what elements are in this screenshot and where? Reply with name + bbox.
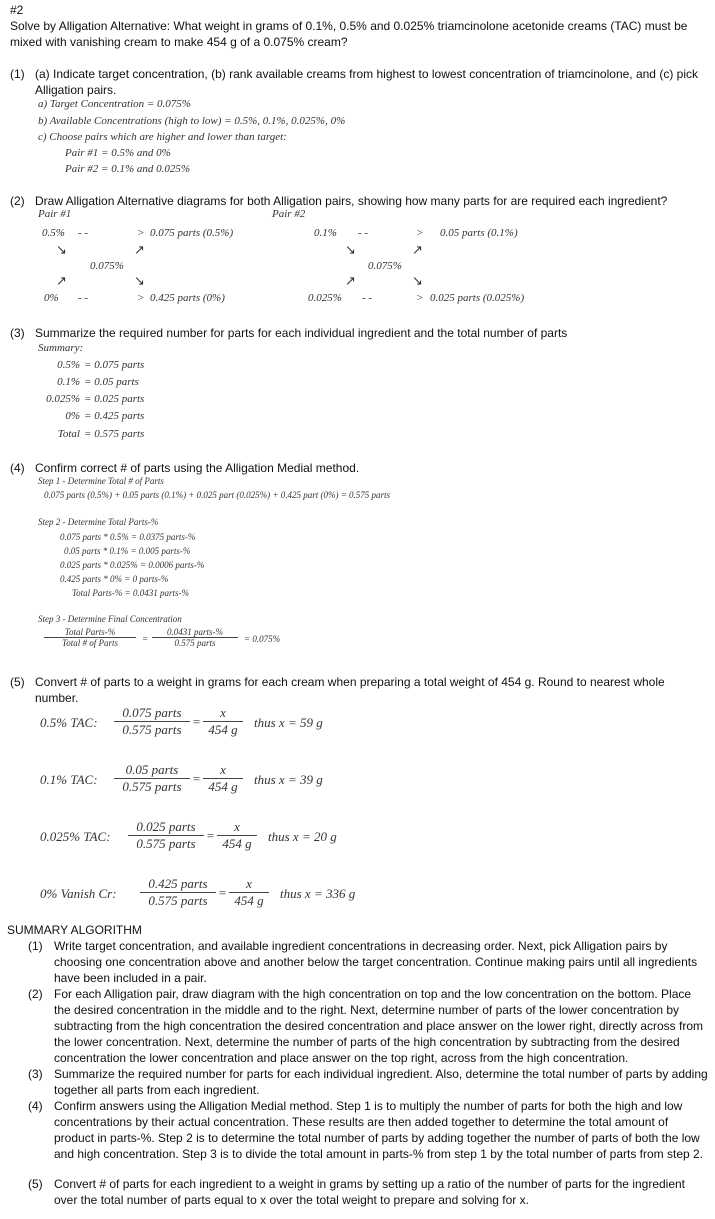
step2-heading: Draw Alligation Alternative diagrams for both Alligation pairs, showing how many parts for are required each ingredient? bbox=[35, 194, 668, 208]
denominator: 454 g bbox=[208, 779, 238, 794]
arrow-down-right-icon: ↘ bbox=[134, 274, 145, 289]
pair1-target: 0.075% bbox=[90, 260, 124, 272]
step4-heading: Confirm correct # of parts using the Alligation Medial method. bbox=[35, 461, 360, 475]
step1-heading: (a) Indicate target concentration, (b) rank available creams from highest to lowest concentration of triamcinolone, and (c) pick Alligation pairs. bbox=[35, 67, 698, 97]
pair1-top-dashes: - - bbox=[78, 227, 89, 239]
pair2-low-conc: 0.025% bbox=[308, 292, 342, 304]
algorithm-step-number: (5) bbox=[28, 1177, 43, 1191]
denominator: 454 g bbox=[234, 893, 264, 908]
algorithm-step-number: (3) bbox=[28, 1067, 43, 1081]
algorithm-step-number: (1) bbox=[28, 939, 43, 953]
pair1-low-conc: 0% bbox=[44, 292, 59, 304]
ratio-result: thus x = 20 g bbox=[268, 829, 337, 844]
pair2-bottom-arrow: > bbox=[416, 292, 424, 304]
step5-number: (5) bbox=[10, 675, 25, 689]
summary-algorithm-title: SUMMARY ALGORITHM bbox=[7, 923, 142, 937]
ratio-result: thus x = 59 g bbox=[254, 715, 323, 730]
denominator: 454 g bbox=[222, 836, 252, 851]
summary-parts: = 0.025 parts bbox=[84, 393, 145, 405]
parts-fraction bbox=[114, 705, 190, 738]
algorithm-step-text: Summarize the required number for parts for each individual ingredient. Also, determine the total number of parts by adding together all parts from each ingredient. bbox=[54, 1067, 708, 1097]
parts-pct-row: 0.075 parts * 0.5% = 0.0375 parts-% bbox=[60, 532, 196, 542]
pair2-top-dashes: - - bbox=[358, 227, 369, 239]
parts-pct-row: 0.05 parts * 0.1% = 0.005 parts-% bbox=[64, 546, 191, 556]
pair1-low-parts: 0.425 parts (0%) bbox=[150, 292, 225, 304]
numerator: x bbox=[203, 705, 243, 722]
pair2-target: 0.075% bbox=[368, 260, 402, 272]
arrow-down-right-icon: ↘ bbox=[56, 243, 67, 258]
fraction-total-parts-pct bbox=[44, 627, 136, 648]
equals-sign: = bbox=[218, 885, 227, 900]
numerator: 0.0431 parts-% bbox=[152, 627, 238, 638]
pair1-top-arrow: > bbox=[137, 227, 145, 239]
denominator: 0.575 parts bbox=[136, 836, 196, 851]
pair2-top-arrow: > bbox=[416, 227, 424, 239]
pair2-bottom-dashes: - - bbox=[362, 292, 373, 304]
step4-step1-equation: 0.075 parts (0.5%) + 0.05 parts (0.1%) + 0.025 part (0.025%) + 0.425 part (0%) = 0.575 parts bbox=[44, 490, 391, 500]
parts-fraction bbox=[114, 762, 190, 795]
algorithm-step-number: (4) bbox=[28, 1099, 43, 1113]
pair2-high-parts: 0.05 parts (0.1%) bbox=[440, 227, 518, 239]
ratio-result: thus x = 39 g bbox=[254, 772, 323, 787]
available-concentrations: b) Available Concentrations (high to low) = 0.5%, 0.1%, 0.025%, 0% bbox=[38, 115, 346, 127]
numerator: 0.075 parts bbox=[114, 705, 190, 722]
arrow-up-right-icon: ↗ bbox=[56, 274, 67, 289]
fraction-value bbox=[152, 627, 238, 648]
pair2-high-conc: 0.1% bbox=[314, 227, 337, 239]
arrow-up-right-icon: ↗ bbox=[412, 243, 423, 258]
equals-sign: = bbox=[192, 771, 201, 786]
summary-total-label: Total bbox=[57, 428, 80, 440]
parts-fraction bbox=[128, 819, 204, 852]
weight-fraction bbox=[229, 876, 269, 909]
numerator: x bbox=[229, 876, 269, 893]
problem-number: #2 bbox=[10, 3, 24, 17]
pair1-bottom-dashes: - - bbox=[78, 292, 89, 304]
equals-sign: = bbox=[206, 828, 215, 843]
denominator: 0.575 parts bbox=[148, 893, 208, 908]
ratio-result: thus x = 336 g bbox=[280, 886, 356, 901]
pair1-bottom-arrow: > bbox=[137, 292, 145, 304]
pair1-label: Pair #1 bbox=[38, 208, 72, 220]
summary-parts: = 0.075 parts bbox=[84, 359, 145, 371]
numerator: 0.05 parts bbox=[114, 762, 190, 779]
pair2-label: Pair #2 bbox=[272, 208, 306, 220]
total-parts-pct: Total Parts-% = 0.0431 parts-% bbox=[72, 588, 189, 598]
summary-parts: = 0.05 parts bbox=[84, 376, 139, 388]
equals-sign: = bbox=[192, 714, 201, 729]
step4-number: (4) bbox=[10, 461, 25, 475]
arrow-up-right-icon: ↗ bbox=[134, 243, 145, 258]
step2-number: (2) bbox=[10, 194, 25, 208]
parts-fraction bbox=[140, 876, 216, 909]
summary-conc: 0% bbox=[65, 410, 80, 422]
numerator: x bbox=[217, 819, 257, 836]
denominator: 0.575 parts bbox=[122, 779, 182, 794]
parts-pct-row: 0.425 parts * 0% = 0 parts-% bbox=[60, 574, 169, 584]
denominator: 0.575 parts bbox=[122, 722, 182, 737]
summary-conc: 0.5% bbox=[57, 359, 80, 371]
algorithm-step-number: (2) bbox=[28, 987, 43, 1001]
ratio-label: 0.025% TAC: bbox=[40, 829, 111, 844]
ratio-label: 0.1% TAC: bbox=[40, 772, 98, 787]
pair1-high-parts: 0.075 parts (0.5%) bbox=[150, 227, 234, 239]
numerator: 0.025 parts bbox=[128, 819, 204, 836]
denominator: 0.575 parts bbox=[174, 638, 216, 648]
summary-total-parts: = 0.575 parts bbox=[84, 428, 145, 440]
algorithm-step-text: Convert # of parts for each ingredient to a weight in grams by setting up a ratio of the number of parts for the ingredient over the total number of parts equal to x over the total weight to prepare and solving for x. bbox=[54, 1177, 686, 1207]
numerator: Total Parts-% bbox=[44, 627, 136, 638]
arrow-down-right-icon: ↘ bbox=[345, 243, 356, 258]
algorithm-step-text: Confirm answers using the Alligation Medial method. Step 1 is to multiply the number of parts for both the high and low concentrations by their actual concentration. These results are then added together to determine the total amount of product in parts-%. Step 2 is to determine the total number of parts by adding together the number of parts of both the low and high concentration. Step 3 is to divide the total amount in parts-% from step 1 by the total number of parts from step 2. bbox=[54, 1099, 704, 1161]
weight-fraction bbox=[203, 705, 243, 738]
step4-step2-label: Step 2 - Determine Total Parts-% bbox=[38, 517, 159, 527]
step5-heading: Convert # of parts to a weight in grams for each cream when preparing a total weight of 454 g. Round to nearest whole number. bbox=[35, 675, 665, 705]
numerator: 0.425 parts bbox=[140, 876, 216, 893]
problem-statement: Solve by Alligation Alternative: What weight in grams of 0.1%, 0.5% and 0.025% triamcinolone acetonide creams (TAC) must be mixed with vanishing cream to make 454 g of a 0.075% cream? bbox=[10, 19, 688, 49]
algorithm-step-text: For each Alligation pair, draw diagram with the high concentration on top and the low concentration on the bottom. Place the desired concentration in the middle and to the right. Next, determine number of parts of the lower concentration by subtracting from the high concentration the desired concentration and place answer on the lower right, directly across from the lower concentration. Next, determine the number of parts of the high concentration by subtracting from the desired concentration the lower concentration and place answer on the top right, across from the high concentration. bbox=[54, 987, 704, 1065]
summary-label: Summary: bbox=[38, 342, 84, 354]
ratio-label: 0% Vanish Cr: bbox=[40, 886, 117, 901]
summary-conc: 0.025% bbox=[46, 393, 80, 405]
step3-number: (3) bbox=[10, 326, 25, 340]
step1-number: (1) bbox=[10, 67, 25, 81]
equals-sign: = bbox=[142, 634, 149, 644]
target-concentration: a) Target Concentration = 0.075% bbox=[38, 98, 191, 110]
ratio-label: 0.5% TAC: bbox=[40, 715, 98, 730]
weight-fraction bbox=[217, 819, 257, 852]
weight-fraction bbox=[203, 762, 243, 795]
pair2-definition: Pair #2 = 0.1% and 0.025% bbox=[65, 163, 191, 175]
summary-parts: = 0.425 parts bbox=[84, 410, 145, 422]
choose-pairs: c) Choose pairs which are higher and lower than target: bbox=[38, 131, 287, 143]
final-concentration: = 0.075% bbox=[244, 634, 281, 644]
arrow-down-right-icon: ↘ bbox=[412, 274, 423, 289]
denominator: 454 g bbox=[208, 722, 238, 737]
algorithm-step-text: Write target concentration, and available ingredient concentrations in decreasing order. Next, pick Alligation pairs by choosing one concentration above and another below the target concentration. Continue making pairs until all ingredients have been included in a pair. bbox=[54, 939, 698, 985]
numerator: x bbox=[203, 762, 243, 779]
step4-step1-label: Step 1 - Determine Total # of Parts bbox=[38, 476, 164, 486]
denominator: Total # of Parts bbox=[62, 638, 118, 648]
step3-heading: Summarize the required number for parts for each individual ingredient and the total number of parts bbox=[35, 326, 568, 340]
summary-conc: 0.1% bbox=[57, 376, 80, 388]
pair1-high-conc: 0.5% bbox=[42, 227, 65, 239]
pair2-low-parts: 0.025 parts (0.025%) bbox=[430, 292, 525, 304]
arrow-up-right-icon: ↗ bbox=[345, 274, 356, 289]
step4-step3-label: Step 3 - Determine Final Concentration bbox=[38, 614, 182, 624]
parts-pct-row: 0.025 parts * 0.025% = 0.0006 parts-% bbox=[60, 560, 205, 570]
pair1-definition: Pair #1 = 0.5% and 0% bbox=[65, 147, 171, 159]
